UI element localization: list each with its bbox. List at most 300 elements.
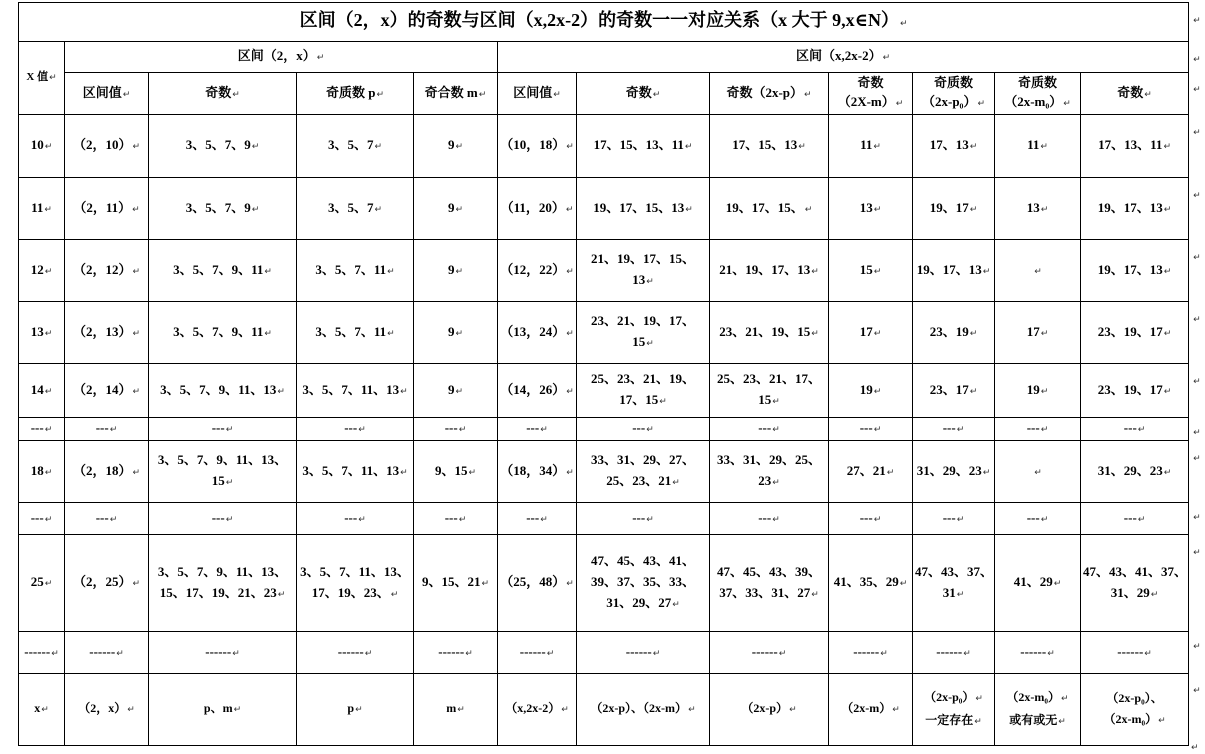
paragraph-mark: ↵	[892, 705, 900, 715]
paragraph-mark: ↵	[886, 467, 895, 478]
paragraph-mark: ↵	[1193, 314, 1201, 325]
header-left-odds: 奇数↵	[149, 73, 297, 115]
cell-right-odds: 19、17、15、13↵	[577, 178, 710, 240]
paragraph-mark: ↵	[481, 579, 490, 589]
paragraph-mark: ↵	[963, 648, 971, 659]
paragraph-mark: ↵	[566, 328, 574, 339]
paragraph-mark: ↵	[969, 328, 978, 339]
paragraph-mark: ↵	[232, 648, 240, 659]
cell-left-odds: ---↵	[149, 418, 297, 441]
paragraph-mark: ↵	[778, 648, 787, 659]
paragraph-mark: ↵	[659, 397, 667, 407]
cell-right-odd-primes-2x-m0: 41、29↵	[995, 535, 1081, 632]
cell-left-interval: （2，25）↵	[65, 535, 149, 632]
paragraph-mark: ↵	[956, 425, 965, 435]
cell-left-odd-composites: 9、15↵	[414, 441, 498, 503]
cell-right-interval: （11，20）↵	[498, 178, 577, 240]
cell-left-odds: 3、5、7、9、11↵	[149, 302, 297, 364]
cell-left-odd-primes: 3、5、7↵	[297, 178, 414, 240]
table-row	[19, 178, 1201, 240]
paragraph-mark: ↵	[880, 648, 888, 659]
paragraph-mark: ↵	[1163, 142, 1171, 152]
paragraph-mark: ↵	[1040, 204, 1049, 215]
cell-left-odd-composites: ---↵	[414, 503, 498, 535]
cell-left-odd-composites: ---↵	[414, 418, 498, 441]
row-end-mark	[1189, 441, 1201, 503]
paragraph-mark: ↵	[1144, 89, 1152, 100]
paragraph-mark: ↵	[455, 328, 464, 339]
paragraph-mark: ↵	[873, 266, 882, 277]
cell-x-value: ---↵	[19, 503, 65, 535]
paragraph-mark: ↵	[225, 425, 234, 435]
paragraph-mark: ↵	[277, 589, 286, 600]
paragraph-mark: ↵	[899, 579, 908, 589]
paragraph-mark: ↵	[566, 142, 574, 152]
table-row	[19, 674, 1201, 746]
cell-right-odd-primes-2x-m0: 19↵	[995, 364, 1081, 418]
paragraph-mark: ↵	[116, 648, 124, 659]
cell-right-odd-primes-2x-p0: ---↵	[913, 418, 995, 441]
row-end-mark	[1189, 3, 1201, 42]
cell-left-odd-primes: 3、5、7、11↵	[297, 302, 414, 364]
paragraph-mark: ↵	[685, 204, 693, 215]
paragraph-mark: ↵	[1137, 425, 1146, 435]
paragraph-mark: ↵	[1193, 547, 1201, 558]
cell-left-odds: ---↵	[149, 503, 297, 535]
table-title: 区间（2，x）的奇数与区间（x,2x-2）的奇数一一对应关系（x 大于 9,x∈N）↵	[19, 3, 1189, 42]
paragraph-mark: ↵	[646, 425, 654, 435]
cell-right-odds-final: ------↵	[1081, 632, 1189, 674]
row-end-mark	[1189, 418, 1201, 441]
paragraph-mark: ↵	[1061, 693, 1069, 704]
paragraph-mark: ↵	[44, 386, 53, 397]
cell-right-odds-2x-p: ------↵	[710, 632, 829, 674]
header-right-odds-2x-m: 奇数 （2X-m）↵	[829, 73, 913, 115]
cell-right-odd-primes-2x-m0	[995, 441, 1081, 503]
cell-left-odd-composites: 9↵	[414, 302, 498, 364]
cell-left-odds: 3、5、7、9、11↵	[149, 240, 297, 302]
cell-right-odds-2x-p: 21、19、17、13↵	[710, 240, 829, 302]
paragraph-mark: ↵	[688, 705, 696, 715]
paragraph-mark: ↵	[132, 142, 141, 152]
cell-right-odd-primes-2x-m0: 11↵	[995, 115, 1081, 178]
table-body	[19, 115, 1201, 746]
paragraph-mark: ↵	[44, 204, 52, 215]
paragraph-mark: ↵	[364, 648, 373, 659]
paragraph-mark: ↵	[899, 19, 908, 29]
paragraph-mark: ↵	[132, 204, 140, 215]
paragraph-mark	[1190, 735, 1199, 754]
paragraph-mark: ↵	[277, 386, 285, 397]
paragraph-mark: ↵	[132, 386, 141, 397]
cell-right-odds: 25、23、21、19、 17、15↵	[577, 364, 710, 418]
paragraph-mark: ↵	[49, 73, 57, 83]
row-end-mark	[1189, 178, 1201, 240]
row-end-mark	[1189, 42, 1201, 73]
paragraph-mark: ↵	[561, 705, 569, 715]
cell-right-odds-2x-m: 17↵	[829, 302, 913, 364]
paragraph-mark: ↵	[374, 204, 383, 215]
paragraph-mark: ↵	[1034, 266, 1042, 277]
paragraph-mark: ↵	[873, 328, 882, 339]
paragraph-mark: ↵	[646, 514, 654, 525]
cell-left-interval: ------↵	[65, 632, 149, 674]
cell-x-value: 10↵	[19, 115, 65, 178]
cell-right-odd-primes-2x-p0: 23、19↵	[913, 302, 995, 364]
paragraph-mark: ↵	[553, 89, 561, 100]
cell-right-odds-final: （2x-p₀）、 （2x-m₀）↵	[1081, 674, 1189, 746]
paragraph-mark: ↵	[804, 89, 812, 100]
paragraph-mark: ↵	[455, 142, 464, 152]
cell-left-interval: （2，11）↵	[65, 178, 149, 240]
row-end-mark	[1189, 73, 1201, 115]
cell-right-odd-primes-2x-m0: （2x-m₀）↵ 或有或无↵	[995, 674, 1081, 746]
paragraph-mark: ↵	[387, 266, 395, 277]
paragraph-mark: ↵	[455, 266, 464, 277]
cell-right-odds-final: 47、43、41、37、 31、29↵	[1081, 535, 1189, 632]
header-right-interval: 区间值↵	[498, 73, 577, 115]
paragraph-mark: ↵	[455, 386, 464, 397]
paragraph-mark: ↵	[873, 514, 882, 525]
paragraph-mark: ↵	[1193, 54, 1201, 65]
paragraph-mark: ↵	[566, 266, 574, 277]
row-end-mark	[1189, 240, 1201, 302]
cell-left-odd-primes: 3、5、7、11、13↵	[297, 364, 414, 418]
paragraph-mark: ↵	[44, 266, 53, 277]
paragraph-mark: ↵	[455, 204, 464, 215]
paragraph-mark: ↵	[977, 99, 985, 109]
header-right-odds-2x-p: 奇数（2x-p）↵	[710, 73, 829, 115]
paragraph-mark: ↵	[684, 142, 693, 152]
cell-right-odds: 33、31、29、27、 25、23、21↵	[577, 441, 710, 503]
cell-left-interval: （2，12）↵	[65, 240, 149, 302]
cell-right-interval: （x,2x-2）↵	[498, 674, 577, 746]
paragraph-mark: ↵	[1163, 328, 1172, 339]
paragraph-mark: ↵	[1040, 425, 1049, 435]
paragraph-mark: ↵	[132, 328, 141, 339]
paragraph-mark: ↵	[772, 397, 780, 407]
paragraph-mark: ↵	[1163, 266, 1172, 277]
right-interval-group-header: 区间（x,2x-2）↵	[498, 42, 1189, 73]
cell-right-odds-2x-p: 33、31、29、25、 23↵	[710, 441, 829, 503]
paragraph-mark: ↵	[652, 89, 661, 100]
cell-right-odds: 47、45、43、41、 39、37、35、33、 31、29、27↵	[577, 535, 710, 632]
cell-right-odd-primes-2x-m0	[995, 240, 1081, 302]
cell-left-odds: 3、5、7、9↵	[149, 115, 297, 178]
header-right-odds: 奇数↵	[577, 73, 710, 115]
cell-x-value: 11↵	[19, 178, 65, 240]
paragraph-mark: ↵	[1063, 99, 1071, 109]
cell-left-interval: （2，14）↵	[65, 364, 149, 418]
left-interval-group-header: 区间（2，x）↵	[65, 42, 498, 73]
paragraph-mark: ↵	[1053, 579, 1062, 589]
header-right-odds-final: 奇数↵	[1081, 73, 1189, 115]
cell-right-odds-2x-m: 19↵	[829, 364, 913, 418]
paragraph-mark: ↵	[400, 467, 408, 478]
paragraph-mark: ↵	[127, 705, 135, 715]
paragraph-mark: ↵	[565, 204, 574, 215]
paragraph-mark: ↵	[44, 514, 53, 525]
paragraph-mark: ↵	[1163, 204, 1172, 215]
cell-right-odds-2x-p: 23、21、19、15↵	[710, 302, 829, 364]
cell-x-value: ---↵	[19, 418, 65, 441]
paragraph-mark: ↵	[225, 478, 234, 488]
cell-left-odds: 3、5、7、9、11、13、 15、17、19、21、23↵	[149, 535, 297, 632]
cell-right-odds-2x-p: 47、45、43、39、 37、33、31、27↵	[710, 535, 829, 632]
cell-left-odds: 3、5、7、9、11、13、 15↵	[149, 441, 297, 503]
paragraph-mark: ↵	[798, 142, 806, 152]
row-end-mark	[1189, 115, 1201, 178]
paragraph-mark: ↵	[1163, 386, 1172, 397]
paragraph-mark: ↵	[540, 425, 548, 435]
cell-right-odds-2x-p: 17、15、13↵	[710, 115, 829, 178]
paragraph-mark: ↵	[1040, 386, 1049, 397]
paragraph-mark: ↵	[232, 89, 240, 100]
paragraph-mark: ↵	[1058, 716, 1066, 727]
cell-x-value: x↵	[19, 674, 65, 746]
cell-right-interval: ---↵	[498, 418, 577, 441]
cell-right-odd-primes-2x-m0: 17↵	[995, 302, 1081, 364]
paragraph-mark: ↵	[1150, 589, 1159, 600]
cell-right-odds-2x-p: 19、17、15、↵	[710, 178, 829, 240]
paragraph-mark: ↵	[225, 514, 234, 525]
cell-left-odds: p、m↵	[149, 674, 297, 746]
paragraph-mark: ↵	[1193, 427, 1201, 438]
cell-left-odd-primes: ---↵	[297, 503, 414, 535]
cell-left-odd-primes: 3、5、7、11、13、 17、19、23、↵	[297, 535, 414, 632]
paragraph-mark: ↵	[566, 579, 574, 589]
paragraph-mark: ↵	[376, 89, 385, 100]
paragraph-mark: ↵	[1158, 715, 1166, 726]
cell-right-odd-primes-2x-m0: ------↵	[995, 632, 1081, 674]
header-left-interval: 区间值↵	[65, 73, 149, 115]
cell-left-odds: ------↵	[149, 632, 297, 674]
cell-right-odds: 23、21、19、17、 15↵	[577, 302, 710, 364]
header-left-odd-composites-m: 奇合数 m↵	[414, 73, 498, 115]
cell-right-odds-final: 17、13、11↵	[1081, 115, 1189, 178]
paragraph-mark: ↵	[1193, 685, 1201, 696]
cell-right-odds-2x-p: ---↵	[710, 418, 829, 441]
paragraph-mark: ↵	[566, 386, 574, 397]
paragraph-mark: ↵	[355, 705, 363, 715]
paragraph-mark: ↵	[1193, 252, 1201, 263]
paragraph-mark: ↵	[468, 467, 477, 478]
cell-right-odds-2x-p: （2x-p）↵	[710, 674, 829, 746]
paragraph-mark: ↵	[132, 467, 141, 478]
cell-right-odds-2x-m: 11↵	[829, 115, 913, 178]
cell-right-interval: ------↵	[498, 632, 577, 674]
cell-right-odds-final: 31、29、23↵	[1081, 441, 1189, 503]
paragraph-mark: ↵	[1144, 648, 1152, 659]
paragraph-mark: ↵	[956, 514, 965, 525]
cell-left-odd-composites: 9↵	[414, 364, 498, 418]
paragraph-mark: ↵	[652, 648, 661, 659]
paragraph-mark: ↵	[895, 99, 904, 109]
cell-right-odds-final: 23、19、17↵	[1081, 364, 1189, 418]
paragraph-mark: ↵	[1040, 328, 1049, 339]
paragraph-mark: ↵	[316, 53, 325, 63]
header-right-odd-primes-2x-p0: 奇质数 （2x-p₀）↵	[913, 73, 995, 115]
paragraph-mark: ↵	[672, 600, 680, 610]
paragraph-mark: ↵	[1193, 376, 1201, 387]
paragraph-mark: ↵	[1163, 467, 1172, 478]
cell-right-odds-final: 19、17、13↵	[1081, 240, 1189, 302]
cell-right-odds-final: 19、17、13↵	[1081, 178, 1189, 240]
row-end-mark	[1189, 302, 1201, 364]
cell-right-odd-primes-2x-p0: 19、17、13↵	[913, 240, 995, 302]
cell-x-value: ------↵	[19, 632, 65, 674]
paragraph-mark: ↵	[132, 579, 141, 589]
paragraph-mark: ↵	[882, 53, 891, 63]
cell-right-interval: （14，26）↵	[498, 364, 577, 418]
paragraph-mark: ↵	[358, 514, 366, 525]
cell-right-interval: （25，48）↵	[498, 535, 577, 632]
cell-left-interval: （2，10）↵	[65, 115, 149, 178]
paragraph-mark: ↵	[1040, 142, 1048, 152]
paragraph-mark: ↵	[387, 328, 395, 339]
cell-left-odd-composites: 9、15、21↵	[414, 535, 498, 632]
paragraph-mark: ↵	[789, 705, 797, 715]
cell-left-odd-primes: ------↵	[297, 632, 414, 674]
cell-x-value: 25↵	[19, 535, 65, 632]
paragraph-mark: ↵	[672, 478, 680, 488]
paragraph-mark: ↵	[264, 328, 272, 339]
paragraph-mark: ↵	[1191, 743, 1199, 753]
paragraph-mark: ↵	[811, 328, 819, 339]
paragraph-mark: ↵	[566, 467, 574, 478]
cell-left-odd-composites: ------↵	[414, 632, 498, 674]
paragraph-mark: ↵	[1137, 514, 1146, 525]
cell-left-odd-primes: 3、5、7、11、13↵	[297, 441, 414, 503]
paragraph-mark: ↵	[44, 579, 53, 589]
table-row	[19, 503, 1201, 535]
paragraph-mark: ↵	[41, 705, 49, 715]
paragraph-mark: ↵	[478, 89, 487, 100]
paragraph-mark: ↵	[982, 467, 991, 478]
cell-left-interval: （2，x）↵	[65, 674, 149, 746]
title-row	[19, 3, 1201, 42]
cell-right-interval: （10，18）↵	[498, 115, 577, 178]
group-header-row	[19, 42, 1201, 73]
cell-left-interval: ---↵	[65, 503, 149, 535]
row-end-mark	[1189, 503, 1201, 535]
row-end-mark	[1189, 632, 1201, 674]
cell-right-interval: （18，34）↵	[498, 441, 577, 503]
paragraph-mark: ↵	[1193, 15, 1201, 26]
paragraph-mark: ↵	[873, 142, 881, 152]
cell-left-interval: （2，18）↵	[65, 441, 149, 503]
cell-right-odds-2x-m: ---↵	[829, 503, 913, 535]
paragraph-mark: ↵	[975, 693, 983, 704]
paragraph-mark: ↵	[109, 425, 118, 435]
cell-right-odds-2x-p: ---↵	[710, 503, 829, 535]
paragraph-mark: ↵	[358, 425, 366, 435]
paragraph-mark: ↵	[772, 425, 780, 435]
odd-number-correspondence-table	[18, 2, 1201, 746]
cell-right-odd-primes-2x-p0: ---↵	[913, 503, 995, 535]
cell-left-interval: （2，13）↵	[65, 302, 149, 364]
cell-x-value: 18↵	[19, 441, 65, 503]
paragraph-mark: ↵	[233, 705, 242, 715]
paragraph-mark: ↵	[974, 716, 982, 727]
cell-right-odds-final: ---↵	[1081, 418, 1189, 441]
cell-right-odds-2x-m: ---↵	[829, 418, 913, 441]
header-right-odd-primes-2x-m0: 奇质数 （2x-m₀）↵	[995, 73, 1081, 115]
paragraph-mark: ↵	[804, 204, 813, 215]
x-value-header: X 值↵	[19, 42, 65, 115]
row-end-mark	[1189, 364, 1201, 418]
cell-right-odds: ------↵	[577, 632, 710, 674]
paragraph-mark: ↵	[458, 425, 467, 435]
cell-right-odds: （2x-p）、（2x-m）↵	[577, 674, 710, 746]
table-row	[19, 632, 1201, 674]
cell-right-odd-primes-2x-p0: 19、17↵	[913, 178, 995, 240]
paragraph-mark: ↵	[109, 514, 118, 525]
cell-right-odd-primes-2x-p0: 17、13↵	[913, 115, 995, 178]
paragraph-mark: ↵	[969, 142, 978, 152]
table-row	[19, 364, 1201, 418]
paragraph-mark: ↵	[458, 514, 467, 525]
paragraph-mark: ↵	[646, 339, 654, 349]
cell-right-interval: ---↵	[498, 503, 577, 535]
paragraph-mark: ↵	[264, 266, 272, 277]
cell-right-odds-2x-m: 27、21↵	[829, 441, 913, 503]
cell-right-odd-primes-2x-p0: 31、29、23↵	[913, 441, 995, 503]
paragraph-mark: ↵	[465, 648, 473, 659]
cell-left-odd-composites: m↵	[414, 674, 498, 746]
paragraph-mark: ↵	[873, 386, 882, 397]
paragraph-mark: ↵	[546, 648, 555, 659]
cell-right-odd-primes-2x-p0: 23、17↵	[913, 364, 995, 418]
cell-left-odd-primes: 3、5、7↵	[297, 115, 414, 178]
cell-right-interval: （12，22）↵	[498, 240, 577, 302]
row-end-mark	[1189, 535, 1201, 632]
paragraph-mark: ↵	[646, 277, 654, 287]
paragraph-mark: ↵	[400, 386, 408, 397]
paragraph-mark: ↵	[873, 425, 882, 435]
paragraph-mark: ↵	[390, 589, 399, 600]
paragraph-mark: ↵	[44, 328, 53, 339]
paragraph-mark: ↵	[1193, 127, 1201, 138]
paragraph-mark: ↵	[956, 589, 965, 600]
table-row	[19, 535, 1201, 632]
cell-right-odds-2x-m: （2x-m）↵	[829, 674, 913, 746]
cell-right-interval: （13，24）↵	[498, 302, 577, 364]
paragraph-mark: ↵	[873, 204, 882, 215]
cell-right-odds-2x-p: 25、23、21、17、 15↵	[710, 364, 829, 418]
cell-right-odds-final: 23、19、17↵	[1081, 302, 1189, 364]
table-row	[19, 302, 1201, 364]
cell-left-odds: 3、5、7、9↵	[149, 178, 297, 240]
cell-x-value: 13↵	[19, 302, 65, 364]
paragraph-mark: ↵	[374, 142, 383, 152]
paragraph-mark: ↵	[811, 589, 819, 600]
cell-left-odds: 3、5、7、9、11、13↵	[149, 364, 297, 418]
paragraph-mark: ↵	[1040, 514, 1049, 525]
paragraph-mark: ↵	[772, 478, 780, 488]
table-row	[19, 418, 1201, 441]
cell-right-odds-2x-m: 13↵	[829, 178, 913, 240]
cell-left-interval: ---↵	[65, 418, 149, 441]
paragraph-mark: ↵	[811, 266, 819, 277]
cell-right-odds: ---↵	[577, 418, 710, 441]
paragraph-mark: ↵	[1034, 467, 1042, 478]
cell-right-odds: 17、15、13、11↵	[577, 115, 710, 178]
table-row	[19, 441, 1201, 503]
cell-x-value: 14↵	[19, 364, 65, 418]
paragraph-mark: ↵	[969, 386, 978, 397]
paragraph-mark: ↵	[122, 89, 131, 100]
